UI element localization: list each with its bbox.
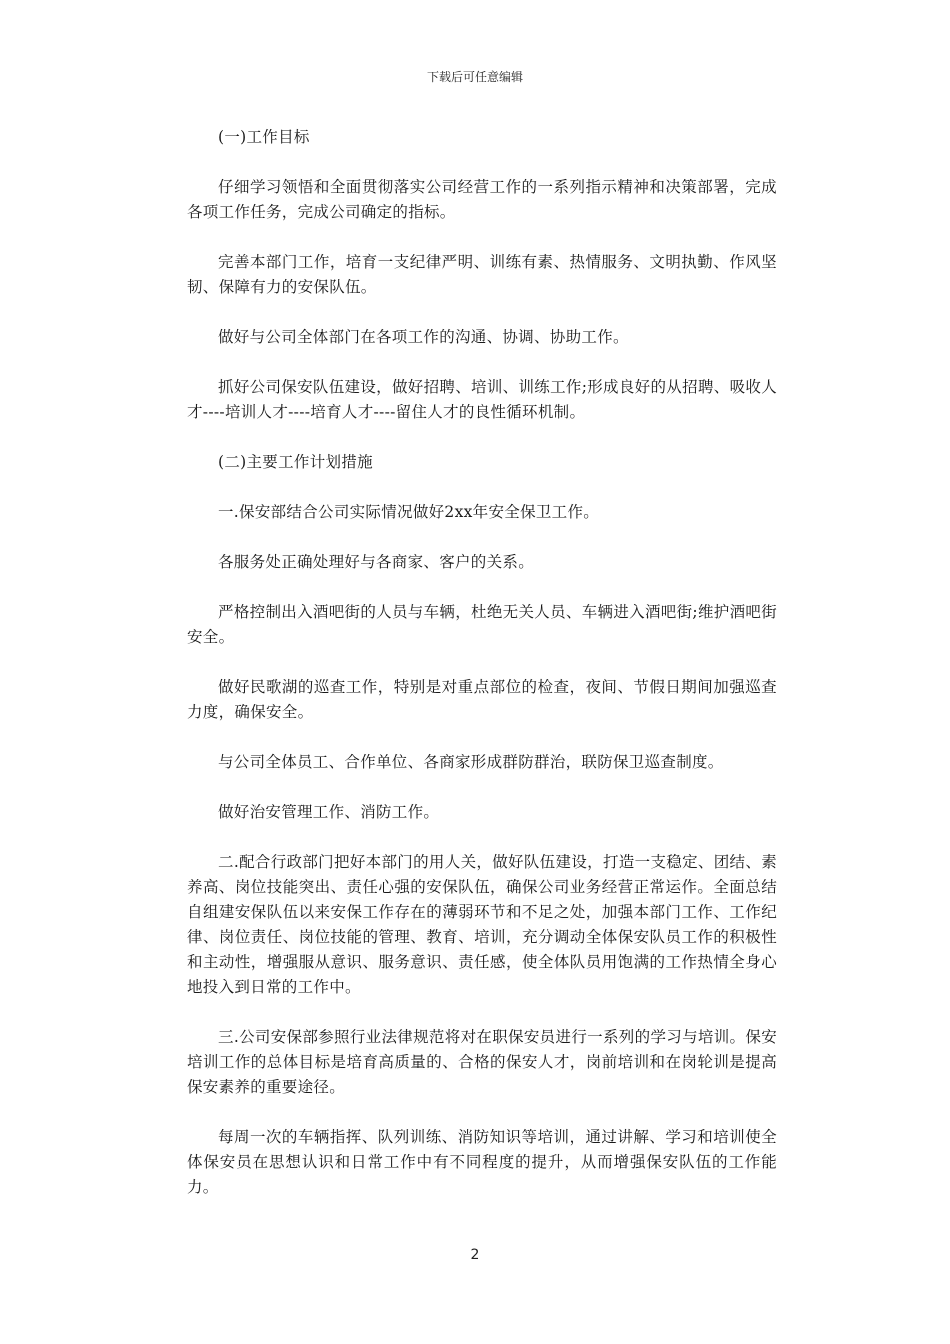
paragraph: 三.公司安保部参照行业法律规范将对在职保安员进行一系列的学习与培训。保安培训工作的总体目标是培育高质量的、合格的保安人才，岗前培训和在岗轮训是提高保安素养的重要途径。	[187, 1028, 777, 1096]
paragraph: 每周一次的车辆指挥、队列训练、消防知识等培训，通过讲解、学习和培训使全体保安员在思想认识和日常工作中有不同程度的提升，从而增强保安队伍的工作能力。	[187, 1128, 777, 1196]
section-heading-goals: (一)工作目标	[218, 128, 310, 146]
paragraph: 完善本部门工作，培育一支纪律严明、训练有素、热情服务、文明执勤、作风坚韧、保障有力的安保队伍。	[187, 253, 777, 296]
page-header: 下载后可任意编辑	[426, 70, 523, 84]
page-number: 2	[470, 1247, 480, 1263]
paragraph: 做好与公司全体部门在各项工作的沟通、协调、协助工作。	[218, 328, 629, 346]
paragraph: 做好民歌湖的巡查工作，特别是对重点部位的检查，夜间、节假日期间加强巡查力度，确保安全。	[187, 678, 777, 721]
paragraph: 仔细学习领悟和全面贯彻落实公司经营工作的一系列指示精神和决策部署，完成各项工作任务，完成公司确定的指标。	[187, 178, 777, 221]
section-heading-measures: (二)主要工作计划措施	[218, 453, 373, 471]
paragraph: 二.配合行政部门把好本部门的用人关，做好队伍建设，打造一支稳定、团结、素养高、岗位技能突出、责任心强的安保队伍，确保公司业务经营正常运作。全面总结自组建安保队伍以来安保工作存在的薄弱环节和不足之处，加强本部门工作、工作纪律、岗位责任、岗位技能的管理、教育、培训，充分调动全体保安队员工作的积极性和主动性，增强服从意识、服务意识、责任感，使全体队员用饱满的工作热情全身心地投入到日常的工作中。	[187, 853, 777, 996]
paragraph: 一.保安部结合公司实际情况做好2xx年安全保卫工作。	[218, 503, 600, 521]
paragraph: 与公司全体员工、合作单位、各商家形成群防群治，联防保卫巡查制度。	[218, 753, 724, 771]
paragraph: 严格控制出入酒吧街的人员与车辆，杜绝无关人员、车辆进入酒吧街;维护酒吧街安全。	[187, 603, 777, 646]
paragraph: 抓好公司保安队伍建设，做好招聘、培训、训练工作;形成良好的从招聘、吸收人才----培训人才----培育人才----留住人才的良性循环机制。	[187, 378, 777, 421]
paragraph: 做好治安管理工作、消防工作。	[218, 803, 440, 821]
paragraph: 各服务处正确处理好与各商家、客户的关系。	[218, 553, 535, 571]
document-body	[187, 125, 777, 1225]
